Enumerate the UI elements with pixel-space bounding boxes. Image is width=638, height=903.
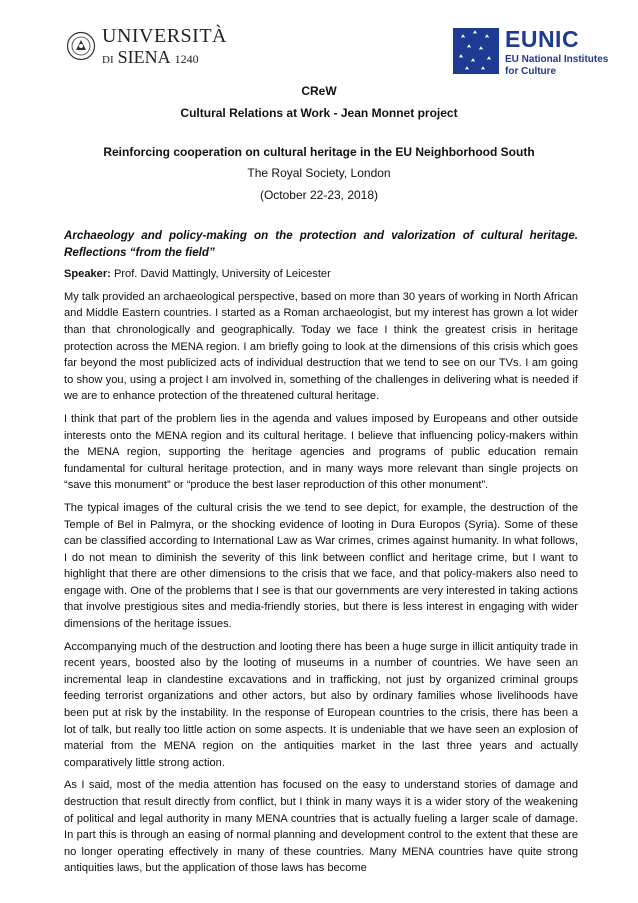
unisi-word-di: DI — [102, 54, 114, 66]
talk-title: Archaeology and policy-making on the protection and valorization of cultural heritage. Reflections “from the field” — [64, 229, 578, 259]
paragraph-2: I think that part of the problem lies in the agenda and values imposed by Europeans and other outside interests onto the MENA region and its cultural heritage. I believe that influencing policy-makers within the MENA region, supporting the heritage agencies and programs of public education remain fundamental for cultural heritage protection, and in many ways more relevant than single projects on “save this monument” or “produce the best laser reproduction of this other monument”. — [64, 412, 578, 492]
university-of-siena-logo — [66, 26, 227, 66]
event-venue: The Royal Society, London — [247, 166, 391, 180]
unisi-year: 1240 — [174, 52, 199, 66]
speaker-name: Prof. David Mattingly, University of Leicester — [110, 268, 331, 281]
eunic-tagline-2: for Culture — [505, 65, 557, 77]
event-dates: (October 22-23, 2018) — [259, 188, 379, 202]
document-body — [64, 228, 578, 883]
unisi-word-siena: SIENA — [117, 47, 171, 67]
paragraph-3: The typical images of the cultural crisis the we tend to see depict, for example, the destruction of the Temple of Bel in Palmyra, or the shocking evidence of looting in Dura Europos (Syria). Some of these can be classified according to International Law as War crimes, crimes against humanity. In what follows, I do not mean to diminish the severity of this link between conflict and heritage crime, but I want to highlight that there are other dimensions to the crisis that we face, and that policy-makers also need to engage with. One of the problems that I see is that our governments are very interested in taking actions that involve prestigious sites and media-friendly stories, but there is less interest in engaging with wider dimensions of the heritage issues. — [64, 501, 578, 631]
speaker-label: Speaker: — [64, 268, 111, 281]
unisi-word-universita: UNIVERSITÀ — [102, 25, 227, 47]
project-code: CReW — [301, 84, 337, 98]
event-title: Reinforcing cooperation on cultural heritage in the EU Neighborhood South — [103, 145, 535, 159]
speaker-line — [64, 266, 578, 283]
university-seal-icon — [66, 31, 96, 61]
paragraph-4: Accompanying much of the destruction and looting there has been a huge surge in illicit antiquity trade in recent years, boosted also by the looting of museums in a number of countries. We have seen an incremental leap in clandestine excavations and in trafficking, not just by organized criminal groups feeding terrorist organizations and other actors, but also by ordinary families whose livelihoods have been put at risk by the instability. In the response of European countries to the crisis, there has been a lot of talk, but really too little action on some aspects. It is undeniable that we have seen an explosion of material from the MENA region on the antiquities market in the last three years and actually comparatively little strong action. — [64, 640, 578, 769]
eunic-stars-icon — [453, 28, 499, 74]
paragraph-5: As I said, most of the media attention has focused on the easy to understand stories of damage and destruction that result directly from conflict, but I think in many ways it is a wider story of the weakening of political and legal authority in many MENA countries that is actually fueling a larger scale of damage. In part this is through an easing of normal planning and development control to the extent that these are no longer operating effectively in many of these countries. Many MENA countries have quite strong antiquities laws, but the application of those laws has become — [64, 779, 578, 875]
paragraph-1: My talk provided an archaeological perspective, based on more than 30 years of working in North African and Middle Eastern countries. I started as a Roman archaeologist, but my interest has grown a lot wider than that chronologically and geographically. Today we face I think the greatest crisis in heritage protection across the MENA region. I am briefly going to look at the dimensions of this crisis which goes far beyond the most publicized acts of individual destruction that we tend to see on our TVs. I am going to show you, using a project I am involved in, something of the challenges in delivering what is needed if we are to enhance protection of the threatened cultural heritage. — [64, 290, 578, 403]
eunic-tagline-1: EU National Institutes — [505, 54, 609, 65]
project-name: Cultural Relations at Work - Jean Monnet project — [180, 106, 458, 120]
eunic-logo — [453, 28, 608, 77]
eunic-brand: EUNIC — [505, 26, 580, 52]
